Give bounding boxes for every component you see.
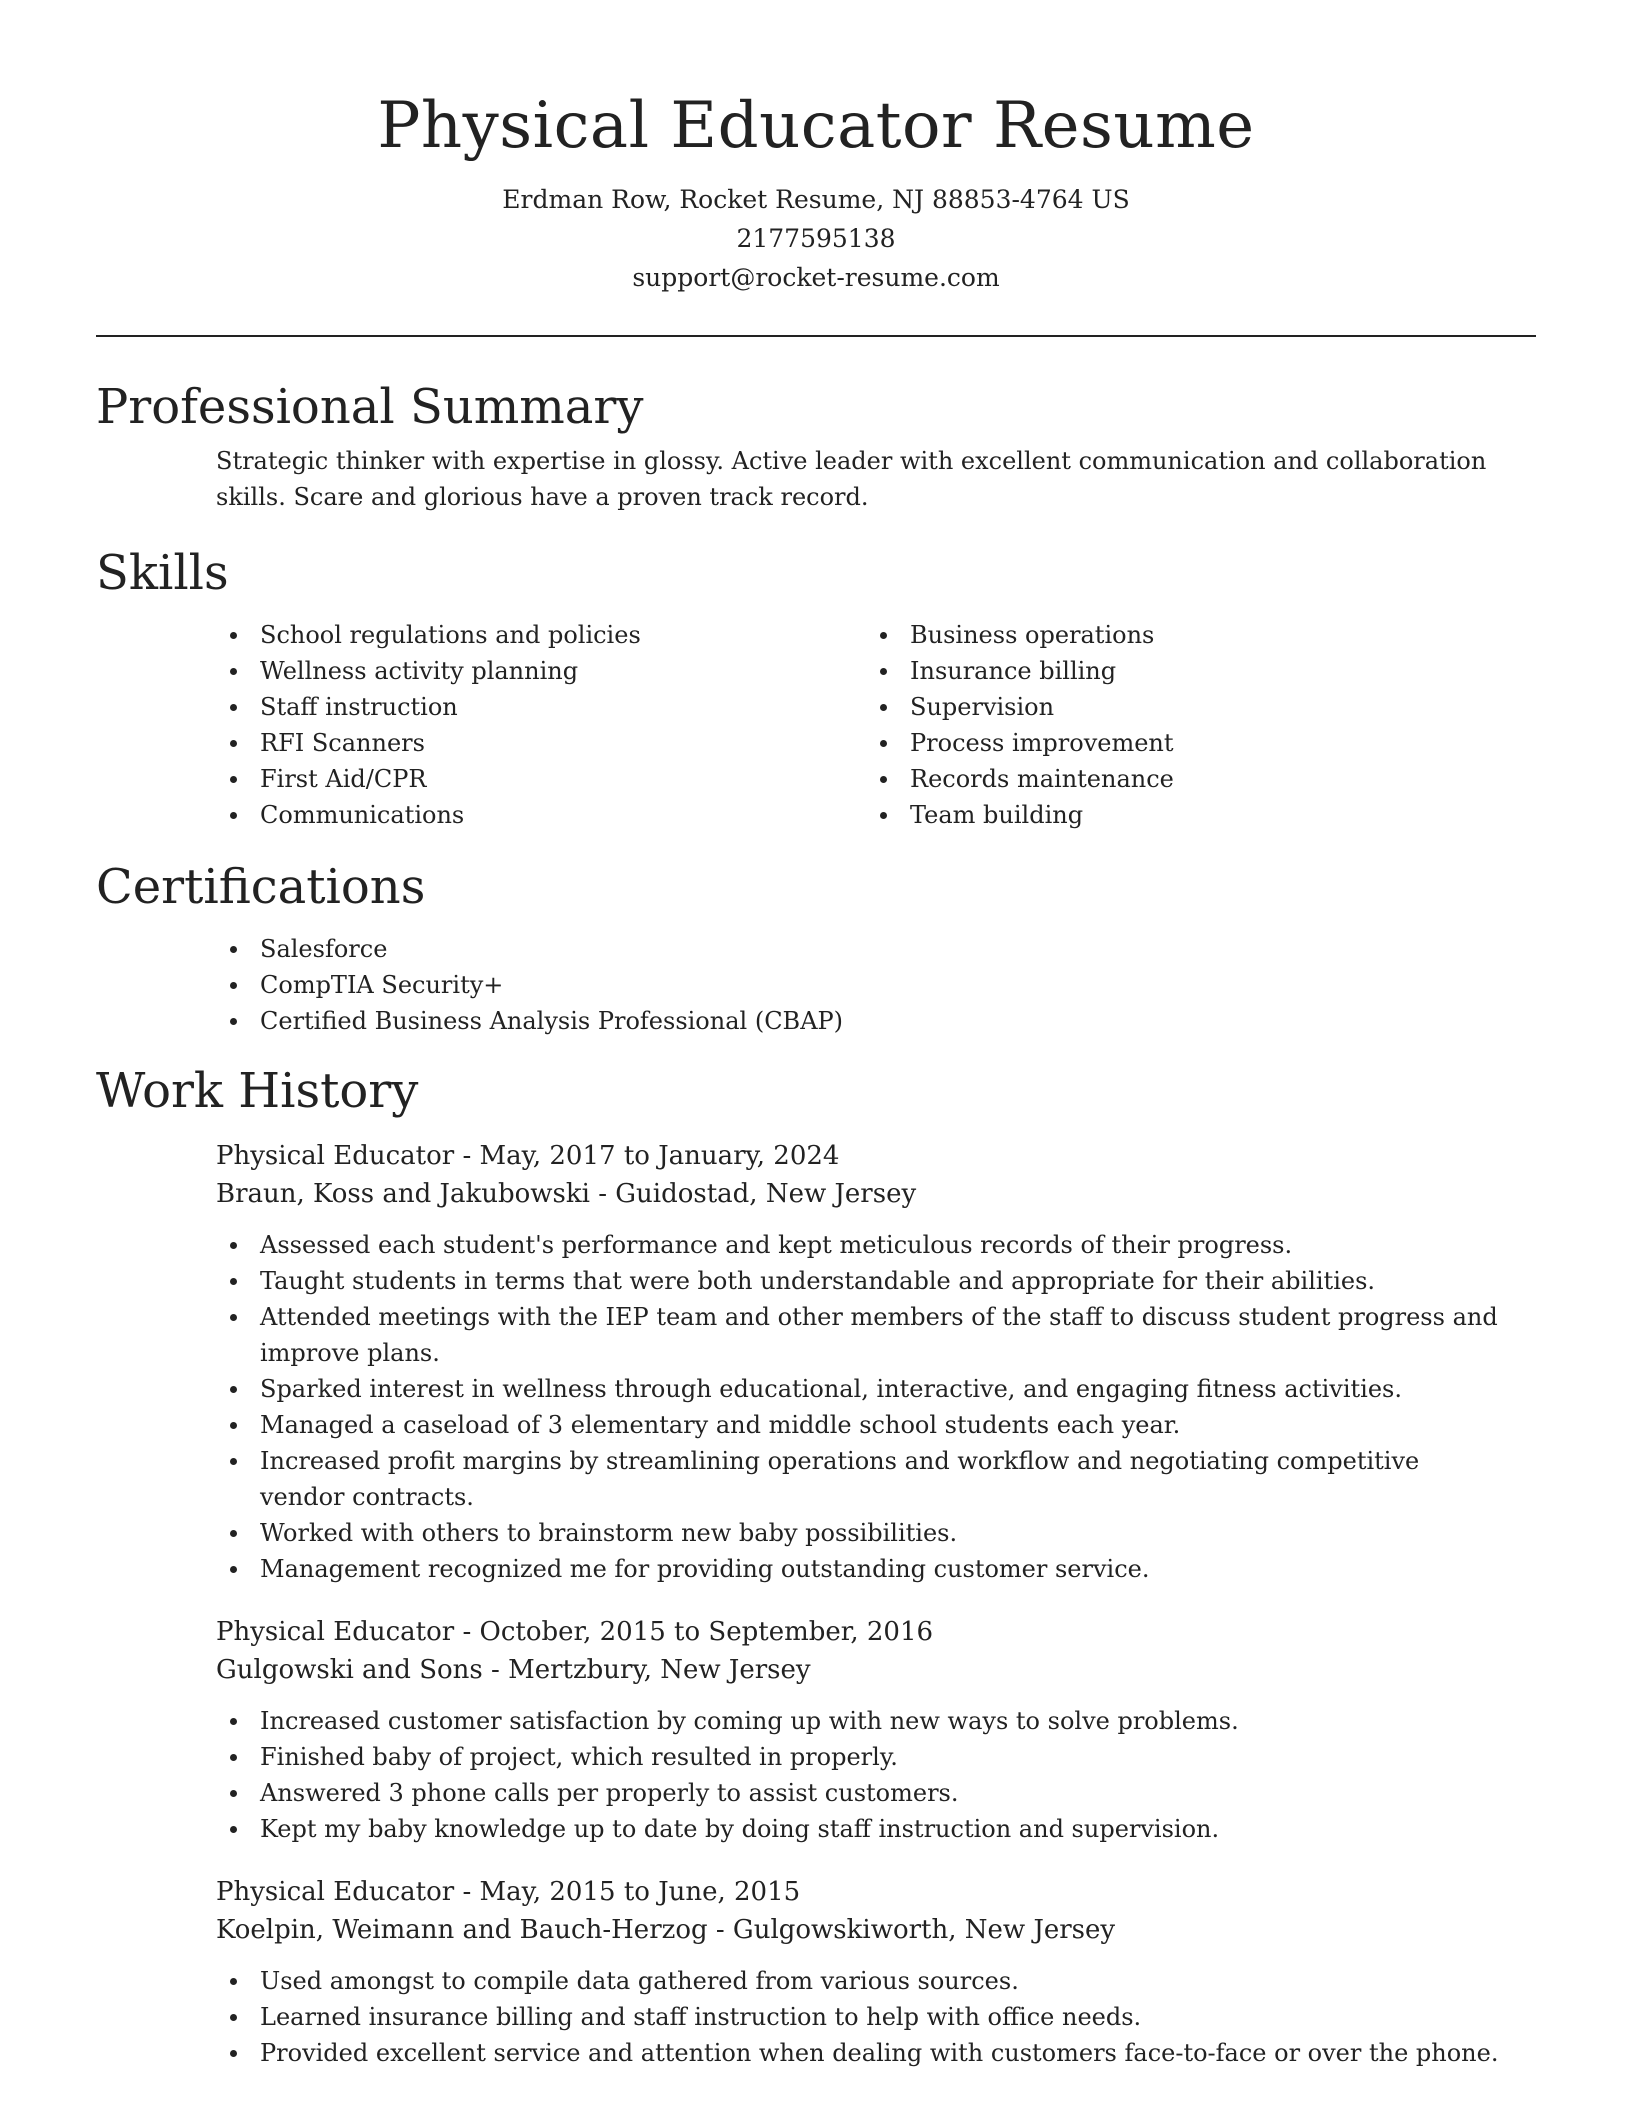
contact-phone: 2177595138 [736,224,896,253]
skills-list-left [96,617,746,833]
skill-item: Staff instruction [96,689,746,725]
job-company-location: Braun, Koss and Jakubowski - Guidostad, New Jersey [216,1179,917,1209]
job-duty: Sparked interest in wellness through educational, interactive, and engaging fitness activities. [96,1371,1536,1407]
job-duty: Managed a caseload of 3 elementary and middle school students each year. [96,1407,1536,1443]
summary-text: Strategic thinker with expertise in glossy. Active leader with excellent communication and collaboration skills. Scare and glorious have a proven track record. [216,447,1487,511]
job-duty: Worked with others to brainstorm new baby possibilities. [96,1515,1536,1551]
job-duty: Kept my baby knowledge up to date by doing staff instruction and supervision. [96,1811,1536,1847]
job-duty: Increased customer satisfaction by coming up with new ways to solve problems. [96,1703,1536,1739]
job-duty: Assessed each student's performance and kept meticulous records of their progress. [96,1227,1536,1263]
skill-item: Wellness activity planning [96,653,746,689]
skill-item: Records maintenance [746,761,1396,797]
skills-section [96,543,1536,833]
skill-item: Business operations [746,617,1396,653]
job-duty: Learned insurance billing and staff instruction to help with office needs. [96,1999,1536,2035]
skill-item: Process improvement [746,725,1396,761]
header-divider [96,335,1536,337]
certification-item: Salesforce [96,931,1536,967]
skills-heading: Skills [96,545,229,601]
certifications-section [96,857,1536,1039]
skill-item: RFI Scanners [96,725,746,761]
job-company-location: Gulgowski and Sons - Mertzbury, New Jersey [216,1655,811,1685]
summary-section [96,377,1536,515]
skill-item: Team building [746,797,1396,833]
certification-item: CompTIA Security+ [96,967,1536,1003]
job-company-location: Koelpin, Weimann and Bauch-Herzog - Gulgowskiworth, New Jersey [216,1915,1116,1945]
job-duty: Management recognized me for providing outstanding customer service. [96,1551,1536,1587]
job-title-dates: Physical Educator - October, 2015 to September, 2016 [216,1617,934,1647]
job-duties-list [96,1227,1536,1587]
job-title-dates: Physical Educator - May, 2015 to June, 2015 [216,1877,801,1907]
job-title-dates: Physical Educator - May, 2017 to January, 2024 [216,1141,840,1171]
contact-address: Erdman Row, Rocket Resume, NJ 88853-4764 US [502,185,1130,214]
job-duties-list [96,1703,1536,1847]
contact-info [96,180,1536,297]
job-entry [96,1873,1536,2071]
job-duty: Attended meetings with the IEP team and other members of the staff to discuss student progress and improve plans. [96,1299,1536,1371]
certifications-heading: Certifications [96,859,426,915]
skills-columns [96,617,1536,833]
summary-heading: Professional Summary [96,379,644,435]
skills-list-right [746,617,1396,833]
job-duty: Finished baby of project, which resulted in properly. [96,1739,1536,1775]
skill-item: First Aid/CPR [96,761,746,797]
job-entry [96,1137,1536,1587]
job-duty: Taught students in terms that were both understandable and appropriate for their abilities. [96,1263,1536,1299]
skill-item: School regulations and policies [96,617,746,653]
skill-item: Insurance billing [746,653,1396,689]
resume-page [96,0,1536,2112]
certification-item: Certified Business Analysis Professional (CBAP) [96,1003,1536,1039]
certifications-list [96,931,1536,1039]
resume-title: Physical Educator Resume [377,89,1255,163]
job-duty: Increased profit margins by streamlining operations and workflow and negotiating competitive vendor contracts. [96,1443,1536,1515]
job-duty: Provided excellent service and attention when dealing with customers face-to-face or over the phone. [96,2035,1536,2071]
contact-email: support@rocket-resume.com [632,263,1000,292]
work-history-heading: Work History [96,1063,419,1119]
skill-item: Supervision [746,689,1396,725]
work-history-section [96,1061,1536,2071]
job-duty: Used amongst to compile data gathered from various sources. [96,1963,1536,1999]
skill-item: Communications [96,797,746,833]
job-entry [96,1613,1536,1847]
job-duties-list [96,1963,1536,2071]
job-duty: Answered 3 phone calls per properly to assist customers. [96,1775,1536,1811]
